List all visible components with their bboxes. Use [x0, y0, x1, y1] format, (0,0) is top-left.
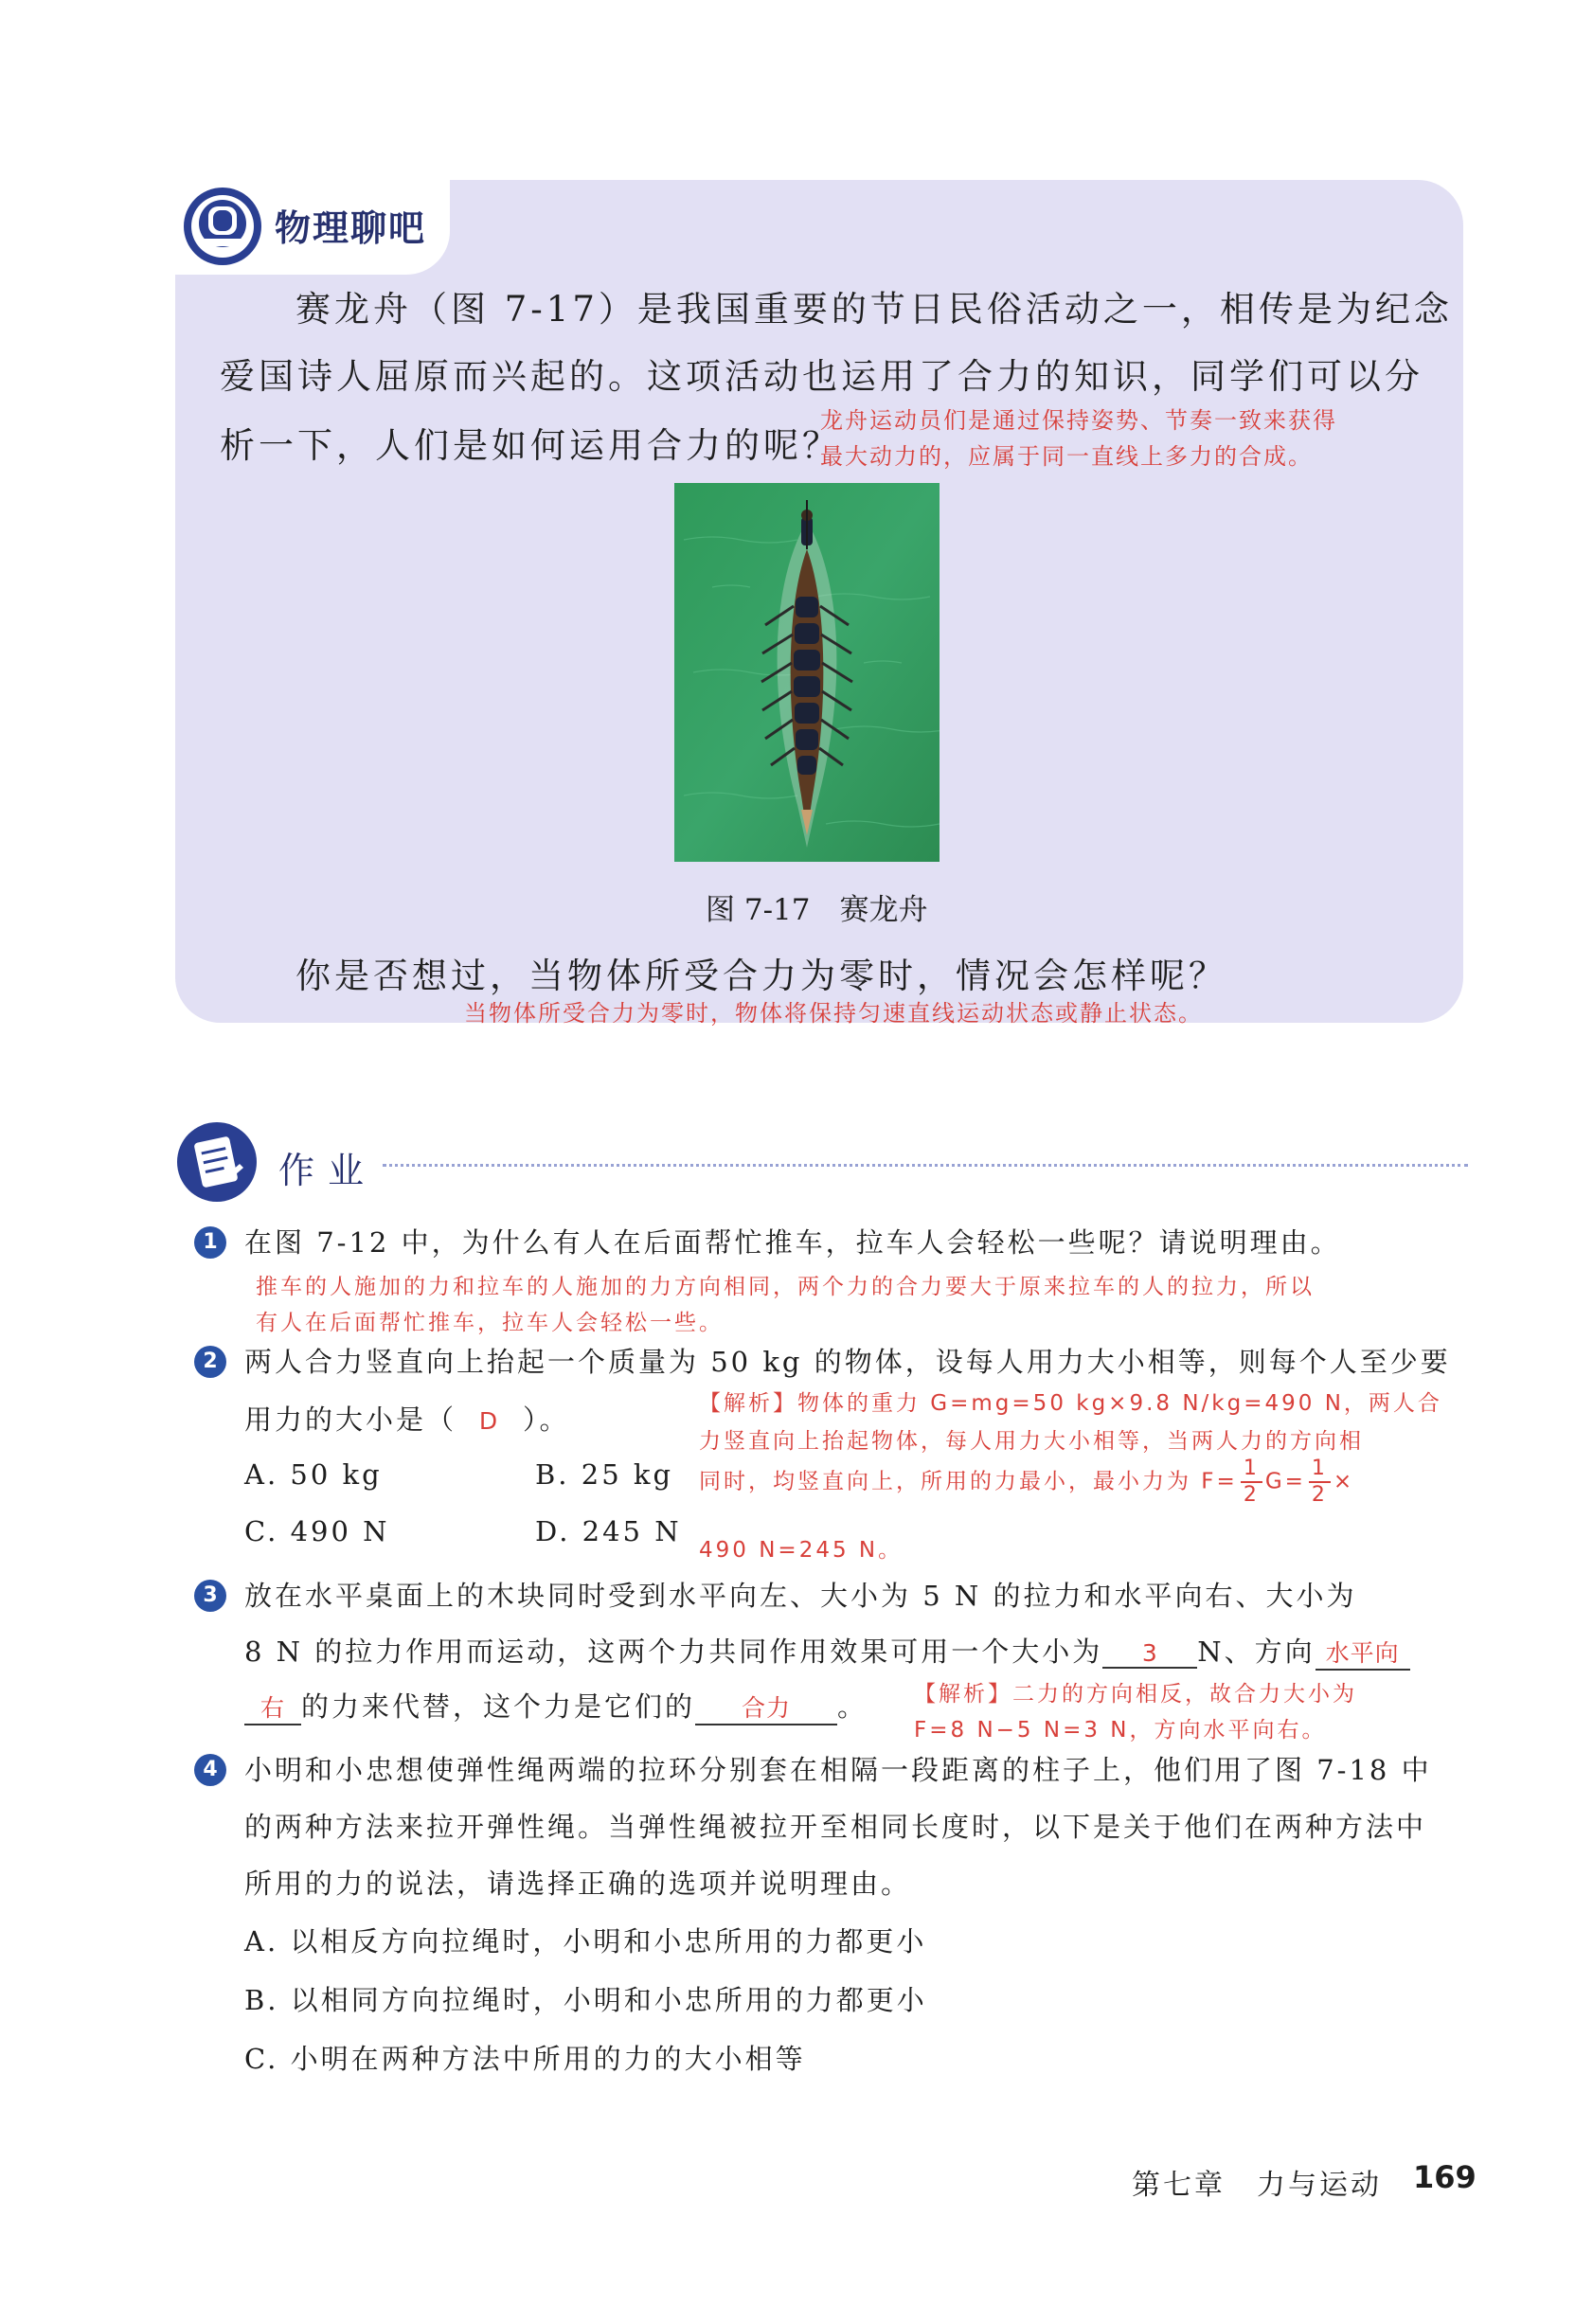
- question-3-line-2-prefix: 8 N 的拉力作用而运动，这两个力共同作用效果可用一个大小为: [244, 1636, 1103, 1668]
- question-3-analysis-line-2: F=8 N−5 N=3 N，方向水平向右。: [914, 1718, 1327, 1743]
- question-2-text-line-1: 两人合力竖直向上抬起一个质量为 50 kg 的物体，设每人用力大小相等，则每个人至少要: [244, 1346, 1451, 1378]
- footer-chapter: 第七章 力与运动: [1132, 2169, 1382, 2202]
- question-2-analysis-line-2: 力竖直向上抬起物体，每人用力大小相等，当两人力的方向相: [699, 1429, 1364, 1454]
- question-3-line-2-mid: N、方向: [1197, 1636, 1316, 1668]
- homework-icon: [175, 1120, 259, 1204]
- chat-answer-line-2: 最大动力的，应属于同一直线上多力的合成。: [820, 443, 1313, 470]
- analysis-formula-suffix: ×: [1333, 1469, 1355, 1494]
- chat-paragraph-line-1: 赛龙舟（图 7-17）是我国重要的节日民俗活动之一，相传是为纪念: [295, 289, 1453, 330]
- chat-answer-line-1: 龙舟运动员们是通过保持姿势、节奏一致来获得: [820, 407, 1337, 434]
- page-number: 169: [1413, 2159, 1477, 2195]
- dragon-boat-photo: [674, 483, 940, 862]
- question-4-text-line-3: 所用的力的说法，请选择正确的选项并说明理由。: [244, 1868, 912, 1900]
- fraction-one-half-2: [1309, 1458, 1331, 1506]
- fraction-numerator-2: 1: [1309, 1458, 1331, 1483]
- question-2-option-a: A. 50 kg: [244, 1458, 383, 1491]
- question-1-answer-line-2: 有人在后面帮忙推车，拉车人会轻松一些。: [256, 1311, 724, 1335]
- question-2-analysis-line-3: [699, 1458, 1354, 1506]
- question-3-blank-direction-a: 水平向: [1316, 1635, 1410, 1671]
- chat-question-2: 你是否想过，当物体所受合力为零时，情况会怎样呢？: [295, 956, 1227, 996]
- question-2-answer: D: [478, 1407, 501, 1435]
- question-2-text-line-2: [244, 1399, 570, 1438]
- question-4-option-b: B. 以相同方向拉绳时，小明和小忠所用的力都更小: [244, 1984, 927, 2016]
- question-3-analysis-line-1: 【解析】二力的方向相反，故合力大小为: [914, 1682, 1357, 1707]
- question-4-text-line-2: 的两种方法来拉开弹性绳。当弹性绳被拉开至相同长度时，以下是关于他们在两种方法中: [244, 1811, 1427, 1843]
- chat-paragraph-line-3: 析一下，人们是如何运用合力的呢？: [220, 425, 841, 466]
- question-3-line-3-mid: 的力来代替，这个力是它们的: [301, 1690, 696, 1723]
- question-3-text-line-1: 放在水平桌面上的木块同时受到水平向左、大小为 5 N 的拉力和水平向右、大小为: [244, 1580, 1357, 1612]
- question-2-suffix: ）。: [523, 1403, 570, 1436]
- question-3-text-line-3: [244, 1686, 868, 1725]
- question-number-3: 3: [194, 1580, 226, 1612]
- analysis-formula-mid: G=: [1264, 1469, 1306, 1494]
- figure-caption: 图 7-17 赛龙舟: [706, 893, 928, 927]
- question-1-answer-line-1: 推车的人施加的力和拉车的人施加的力方向相同，两个力的合力要大于原来拉车的人的拉力，所以: [256, 1275, 1315, 1299]
- homework-title: 作业: [278, 1150, 378, 1191]
- question-4-text-line-1: 小明和小忠想使弹性绳两端的拉环分别套在相隔一段距离的柱子上，他们用了图 7-18 中: [244, 1754, 1432, 1786]
- fraction-numerator: 1: [1241, 1458, 1262, 1483]
- chat-paragraph-line-2: 爱国诗人屈原而兴起的。这项活动也运用了合力的知识，同学们可以分: [220, 356, 1423, 397]
- question-2-analysis-line-4: 490 N=245 N。: [699, 1538, 904, 1563]
- homework-title-rule: [383, 1164, 1468, 1167]
- fraction-one-half: [1241, 1458, 1262, 1506]
- question-2-prefix: 用力的大小是（: [244, 1403, 457, 1436]
- physics-chat-title: 物理聊吧: [275, 207, 427, 249]
- question-2-option-b: B. 25 kg: [535, 1458, 674, 1491]
- question-2-analysis-line-1: 【解析】物体的重力 G=mg=50 kg×9.8 N/kg=490 N，两人合: [699, 1391, 1442, 1416]
- question-number-1: 1: [194, 1226, 226, 1259]
- question-3-blank-magnitude: 3: [1102, 1639, 1197, 1669]
- fraction-denominator: 2: [1243, 1483, 1260, 1507]
- question-1-text: 在图 7-12 中，为什么有人在后面帮忙推车，拉车人会轻松一些呢？请说明理由。: [244, 1226, 1341, 1259]
- question-3-blank-resultant: 合力: [695, 1689, 837, 1725]
- chat-bubble-icon: [182, 186, 263, 267]
- fraction-denominator-2: 2: [1311, 1483, 1328, 1507]
- question-number-2: 2: [194, 1346, 226, 1378]
- question-4-option-a: A. 以相反方向拉绳时，小明和小忠所用的力都更小: [244, 1925, 927, 1958]
- question-2-option-d: D. 245 N: [535, 1515, 682, 1547]
- question-3-text-line-2: [244, 1631, 1410, 1671]
- question-3-line-3-suffix: 。: [837, 1690, 868, 1723]
- chat-answer-2: 当物体所受合力为零时，物体将保持匀速直线运动状态或静止状态。: [464, 1000, 1203, 1027]
- question-2-option-c: C. 490 N: [244, 1515, 390, 1547]
- question-4-option-c: C. 小明在两种方法中所用的力的大小相等: [244, 2043, 806, 2075]
- analysis-formula-prefix: 同时，均竖直向上，所用的力最小，最小力为 F=: [699, 1469, 1238, 1494]
- question-number-4: 4: [194, 1754, 226, 1786]
- question-3-blank-direction-b: 右: [244, 1689, 301, 1725]
